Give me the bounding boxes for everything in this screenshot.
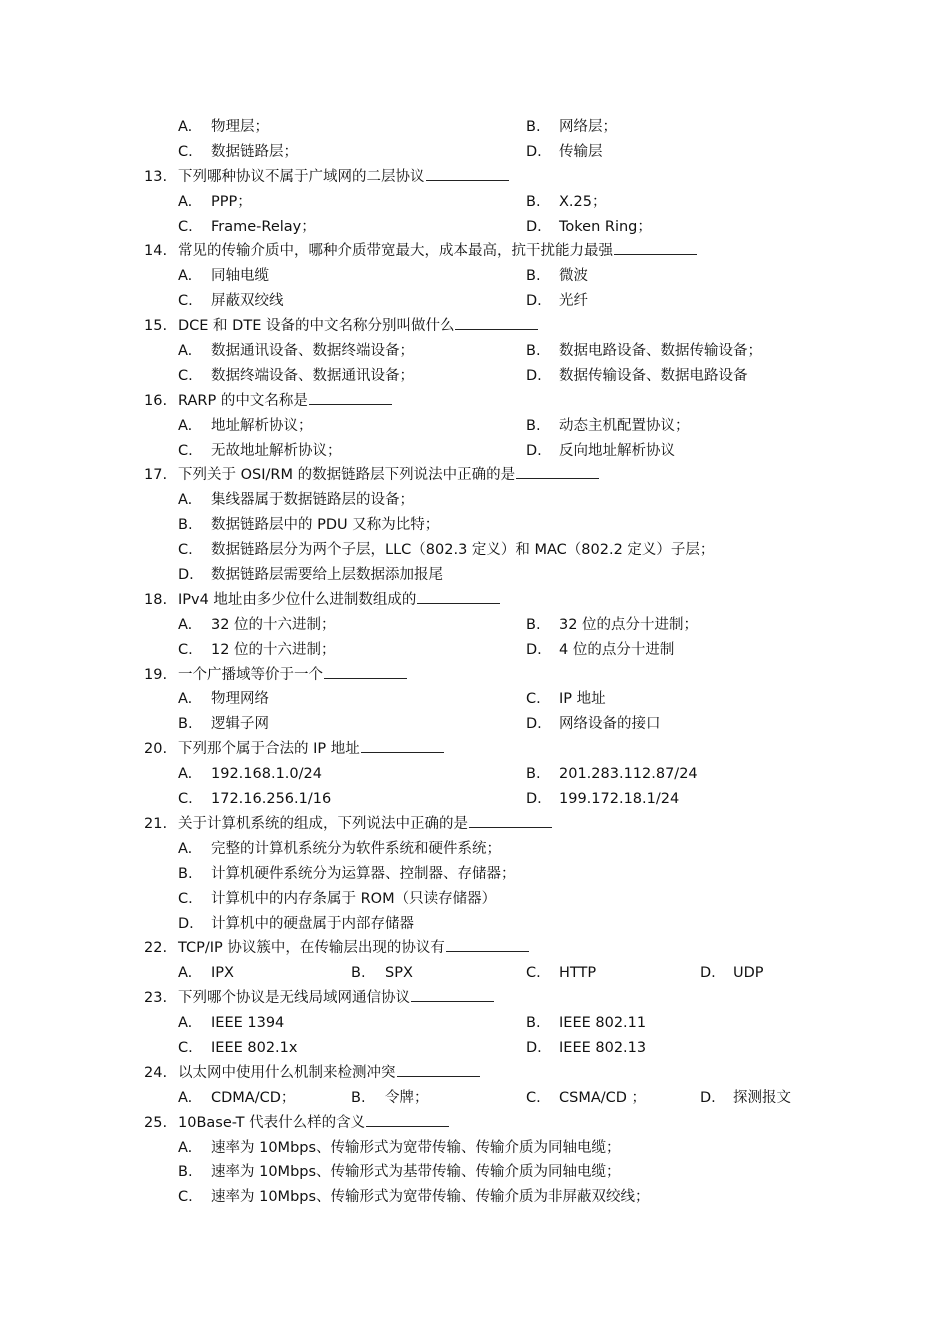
option-text: 计算机中的硬盘属于内部存储器	[211, 915, 414, 932]
option-text: 数据电路设备、数据传输设备；	[559, 343, 762, 360]
question-stem: 10Base-T 代表什么样的含义	[178, 1114, 366, 1131]
answer-blank	[361, 751, 444, 753]
option-letter: C.	[178, 367, 193, 384]
question-number: 22.	[144, 940, 168, 957]
option-row	[0, 762, 950, 787]
answer-blank	[516, 477, 599, 479]
question-text	[178, 588, 500, 613]
question-stem: 下列哪个协议是无线局域网通信协议	[178, 990, 410, 1007]
option-text: 屏蔽双绞线	[211, 293, 284, 310]
option-letter: C.	[178, 791, 193, 808]
answer-blank	[614, 253, 697, 255]
question-number: 13.	[144, 168, 168, 185]
option-text: 速率为 10Mbps、传输形式为宽带传输、传输介质为同轴电缆；	[211, 1139, 621, 1156]
option-letter: B.	[178, 1164, 193, 1181]
option-text: 网络层；	[559, 119, 617, 135]
answer-blank	[411, 1000, 494, 1002]
option-letter: B.	[526, 343, 541, 360]
option-text: 网络设备的接口	[559, 716, 661, 733]
question-stem: 下列关于 OSI/RM 的数据链路层下列说法中正确的是	[178, 467, 516, 484]
option-row	[0, 140, 950, 165]
option-letter: C.	[178, 293, 193, 310]
option-text: 令牌；	[385, 1089, 429, 1106]
answer-blank	[469, 826, 552, 828]
option-row	[0, 787, 950, 812]
option-letter: A.	[178, 193, 193, 210]
option-letter: B.	[526, 1015, 541, 1032]
option-text: 速率为 10Mbps、传输形式为宽带传输、传输介质为非屏蔽双绞线；	[211, 1189, 650, 1206]
question-stem: DCE 和 DTE 设备的中文名称分别叫做什么	[178, 318, 455, 335]
question-number: 24.	[144, 1064, 168, 1081]
option-letter: B.	[526, 193, 541, 210]
option-text: 集线器属于数据链路层的设备；	[211, 492, 414, 509]
question-text	[178, 389, 392, 414]
question-stem: 以太网中使用什么机制来检测冲突	[178, 1064, 396, 1081]
option-text: 数据链路层分为两个子层，LLC（802.3 定义）和 MAC（802.2 定义）子层；	[211, 542, 715, 559]
option-text: 32 位的十六进制；	[211, 616, 336, 633]
option-text: Frame-Relay；	[211, 218, 316, 235]
option-letter: A.	[178, 840, 193, 857]
option-text: 数据链路层需要给上层数据添加报尾	[211, 567, 443, 584]
option-letter: C.	[178, 218, 193, 235]
question-text	[178, 314, 538, 339]
option-text: 数据链路层；	[211, 143, 298, 160]
answer-blank	[309, 403, 392, 405]
option-letter: D.	[526, 791, 542, 808]
answer-blank	[426, 179, 509, 181]
question-number: 17.	[144, 467, 168, 484]
option-text: IP 地址	[559, 691, 606, 708]
option-letter: C.	[178, 1039, 193, 1056]
option-letter: C.	[526, 965, 541, 982]
question-stem: IPv4 地址由多少位什么进制数组成的	[178, 591, 417, 608]
option-row	[0, 1136, 950, 1161]
option-text: 数据通讯设备、数据终端设备；	[211, 343, 414, 360]
option-row	[0, 364, 950, 389]
option-text: 172.16.256.1/16	[211, 791, 332, 808]
question-row	[0, 389, 950, 414]
option-letter: D.	[526, 293, 542, 310]
question-text	[178, 239, 697, 264]
option-text: X.25；	[559, 193, 607, 210]
option-letter: A.	[178, 268, 193, 285]
option-text: 光纤	[559, 293, 588, 310]
option-row	[0, 513, 950, 538]
option-row	[0, 115, 950, 140]
option-row	[0, 289, 950, 314]
option-text: 201.283.112.87/24	[559, 766, 698, 783]
question-stem: 常见的传输介质中，哪种介质带宽最大，成本最高，抗干扰能力最强	[178, 243, 613, 260]
option-text: 计算机中的内存条属于 ROM（只读存储器）	[211, 890, 497, 907]
option-letter: D.	[526, 641, 542, 658]
question-text	[178, 663, 407, 688]
option-letter: B.	[351, 1089, 366, 1106]
option-text: 完整的计算机系统分为软件系统和硬件系统；	[211, 840, 501, 857]
option-row	[0, 961, 950, 986]
option-letter: B.	[526, 268, 541, 285]
option-row	[0, 613, 950, 638]
option-letter: A.	[178, 965, 193, 982]
option-letter: A.	[178, 492, 193, 509]
option-row	[0, 563, 950, 588]
option-text: 无故地址解析协议；	[211, 442, 342, 459]
option-letter: A.	[178, 691, 193, 708]
question-number: 20.	[144, 741, 168, 758]
option-row	[0, 1011, 950, 1036]
exam-page	[0, 115, 950, 1210]
option-text: 物理网络	[211, 691, 269, 708]
option-row	[0, 538, 950, 563]
answer-blank	[446, 950, 529, 952]
question-number: 15.	[144, 318, 168, 335]
option-letter: C.	[178, 1189, 193, 1206]
question-stem: 下列那个属于合法的 IP 地址	[178, 741, 360, 758]
question-text	[178, 936, 529, 961]
option-letter: A.	[178, 343, 193, 360]
option-text: IEEE 802.13	[559, 1039, 647, 1056]
question-stem: 关于计算机系统的组成，下列说法中正确的是	[178, 815, 468, 832]
option-text: 地址解析协议；	[211, 417, 313, 434]
option-text: 物理层；	[211, 119, 269, 135]
question-text	[178, 165, 509, 190]
option-letter: C.	[526, 1089, 541, 1106]
option-letter: C.	[178, 143, 193, 160]
option-letter: B.	[178, 716, 193, 733]
option-text: CDMA/CD；	[211, 1089, 296, 1106]
question-text	[178, 1111, 449, 1136]
option-text: SPX	[385, 965, 413, 982]
question-number: 19.	[144, 666, 168, 683]
answer-blank	[397, 1075, 480, 1077]
option-letter: D.	[526, 367, 542, 384]
question-row	[0, 663, 950, 688]
option-letter: B.	[526, 417, 541, 434]
option-row	[0, 1185, 950, 1210]
question-row	[0, 1111, 950, 1136]
question-row	[0, 314, 950, 339]
question-number: 18.	[144, 591, 168, 608]
option-text: 12 位的十六进制；	[211, 641, 336, 658]
option-row	[0, 439, 950, 464]
question-row	[0, 812, 950, 837]
option-text: 反向地址解析协议	[559, 442, 675, 459]
option-letter: B.	[178, 865, 193, 882]
option-text: Token Ring；	[559, 218, 652, 235]
option-text: IEEE 802.1x	[211, 1039, 298, 1056]
option-row	[0, 190, 950, 215]
question-row	[0, 588, 950, 613]
option-letter: C.	[178, 890, 193, 907]
option-text: 探测报文	[733, 1089, 791, 1106]
option-row	[0, 837, 950, 862]
option-letter: D.	[526, 1039, 542, 1056]
question-row	[0, 463, 950, 488]
option-text: 计算机硬件系统分为运算器、控制器、存储器；	[211, 865, 516, 882]
option-text: 速率为 10Mbps、传输形式为基带传输、传输介质为同轴电缆；	[211, 1164, 621, 1181]
option-text: 数据链路层中的 PDU 又称为比特；	[211, 517, 440, 534]
option-letter: D.	[178, 567, 194, 584]
option-text: HTTP	[559, 965, 597, 982]
question-row	[0, 986, 950, 1011]
question-stem: 下列哪种协议不属于广域网的二层协议	[178, 168, 425, 185]
answer-blank	[366, 1125, 449, 1127]
option-letter: A.	[178, 616, 193, 633]
option-row	[0, 912, 950, 937]
option-letter: C.	[178, 641, 193, 658]
option-row	[0, 1160, 950, 1185]
option-letter: A.	[178, 1139, 193, 1156]
option-row	[0, 862, 950, 887]
option-row	[0, 712, 950, 737]
option-text: CSMA/CD ；	[559, 1089, 647, 1106]
question-number: 21.	[144, 815, 168, 832]
question-number: 25.	[144, 1114, 168, 1131]
option-text: IPX	[211, 965, 234, 982]
option-letter: C.	[526, 691, 541, 708]
option-text: UDP	[733, 965, 764, 982]
answer-blank	[324, 677, 407, 679]
question-text	[178, 1061, 480, 1086]
answer-blank	[417, 602, 500, 604]
option-letter: D.	[526, 716, 542, 733]
option-row	[0, 488, 950, 513]
option-text: 数据终端设备、数据通讯设备；	[211, 367, 414, 384]
question-row	[0, 165, 950, 190]
question-row	[0, 1061, 950, 1086]
question-row	[0, 737, 950, 762]
option-row	[0, 339, 950, 364]
option-text: 微波	[559, 268, 588, 285]
option-letter: B.	[178, 517, 193, 534]
option-text: PPP；	[211, 193, 252, 210]
option-text: 传输层	[559, 143, 603, 160]
option-letter: C.	[178, 442, 193, 459]
option-letter: D.	[526, 218, 542, 235]
option-row	[0, 264, 950, 289]
option-letter: A.	[178, 417, 193, 434]
question-text	[178, 812, 552, 837]
option-letter: D.	[700, 965, 716, 982]
question-number: 23.	[144, 990, 168, 1007]
option-letter: D.	[526, 442, 542, 459]
question-stem: 一个广播域等价于一个	[178, 666, 323, 683]
option-letter: B.	[526, 766, 541, 783]
option-text: IEEE 802.11	[559, 1015, 647, 1032]
option-row	[0, 887, 950, 912]
question-row	[0, 239, 950, 264]
option-letter: B.	[526, 616, 541, 633]
option-text: 32 位的点分十进制；	[559, 616, 699, 633]
option-letter: A.	[178, 766, 193, 783]
question-text	[178, 737, 444, 762]
answer-blank	[455, 328, 538, 330]
option-letter: B.	[351, 965, 366, 982]
question-number: 14.	[144, 243, 168, 260]
option-text: 数据传输设备、数据电路设备	[559, 367, 748, 384]
option-letter: C.	[178, 542, 193, 559]
option-row	[0, 1086, 950, 1111]
option-row	[0, 1036, 950, 1061]
option-letter: B.	[526, 119, 541, 135]
option-letter: D.	[526, 143, 542, 160]
option-row	[0, 687, 950, 712]
option-letter: D.	[700, 1089, 716, 1106]
option-text: IEEE 1394	[211, 1015, 285, 1032]
option-text: 逻辑子网	[211, 716, 269, 733]
question-stem: RARP 的中文名称是	[178, 392, 308, 409]
option-row	[0, 215, 950, 240]
question-text	[178, 986, 494, 1011]
option-letter: A.	[178, 1015, 193, 1032]
option-text: 动态主机配置协议；	[559, 417, 690, 434]
option-text: 192.168.1.0/24	[211, 766, 322, 783]
option-text: 199.172.18.1/24	[559, 791, 680, 808]
option-row	[0, 638, 950, 663]
option-text: 4 位的点分十进制	[559, 641, 675, 658]
question-stem: TCP/IP 协议簇中，在传输层出现的协议有	[178, 940, 445, 957]
option-letter: D.	[178, 915, 194, 932]
option-row	[0, 414, 950, 439]
option-letter: A.	[178, 1089, 193, 1106]
option-letter: A.	[178, 119, 193, 135]
option-text: 同轴电缆	[211, 268, 269, 285]
question-number: 16.	[144, 392, 168, 409]
question-row	[0, 936, 950, 961]
question-text	[178, 463, 599, 488]
